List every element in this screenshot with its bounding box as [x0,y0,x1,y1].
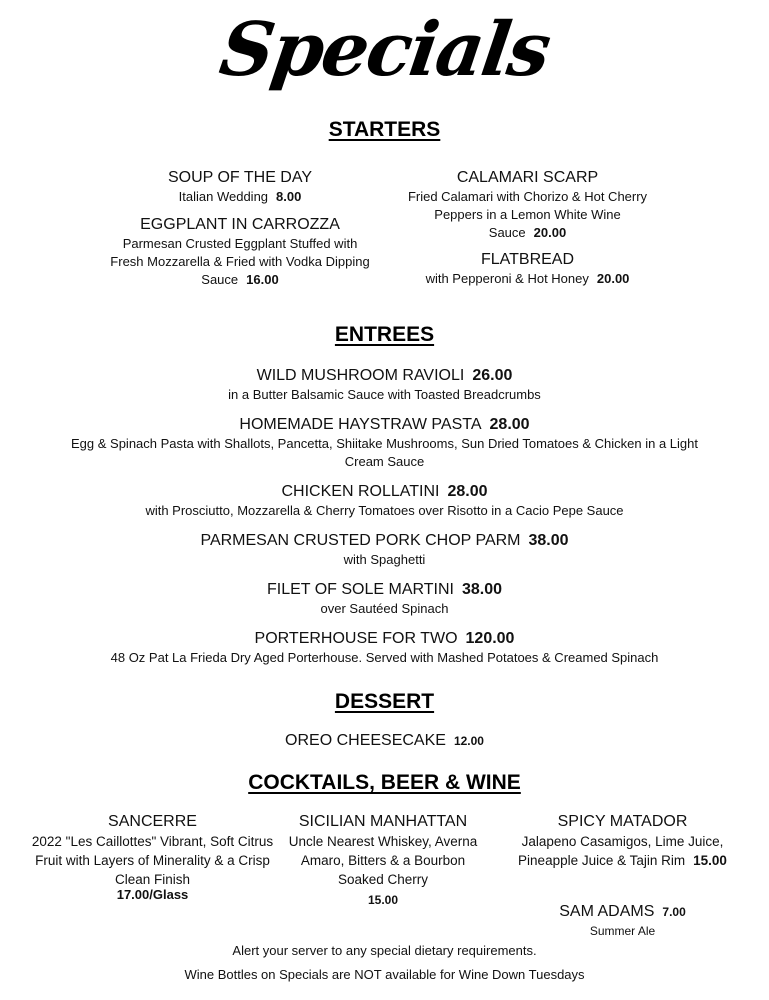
item-desc: with Spaghetti [343,552,426,567]
item-name: PARMESAN CRUSTED PORK CHOP PARM [200,532,521,549]
entree-item [0,580,769,618]
section-heading-dessert: DESSERT [334,690,435,713]
item-desc: Jalapeno Casamigos, Lime Juice, Pineapple Juice & Tajin Rim [518,834,724,868]
entree-item [0,629,769,667]
starter-item [385,250,670,288]
item-desc: with Prosciutto, Mozzarella & Cherry Tomatoes over Risotto in a Cacio Pepe Sauce [145,503,624,518]
section-heading-entrees: ENTREES [334,323,435,346]
item-desc: Italian Wedding [178,189,269,204]
item-name: HOMEMADE HAYSTRAW PASTA [239,416,482,433]
item-desc: Uncle Nearest Whiskey, Averna Amaro, Bitters & a Bourbon Soaked Cherry [288,834,478,887]
section-heading-starters: STARTERS [328,118,441,141]
section-heading-drinks: COCKTAILS, BEER & WINE [248,771,521,794]
drink-item [30,812,275,901]
item-price: 7.00 [662,905,686,919]
item-price: 26.00 [472,367,513,384]
item-name: CHICKEN ROLLATINI [281,483,440,500]
item-name: SICILIAN MANHATTAN [298,813,468,830]
item-price: 28.00 [447,483,488,500]
item-desc: Egg & Spinach Pasta with Shallots, Pancetta, Shiitake Mushrooms, Sun Dried Tomatoes & Chicken in a Light Cream Sauce [71,436,698,469]
item-price: 15.00 [693,853,727,868]
item-price: 20.00 [533,225,567,240]
item-price: 8.00 [276,189,302,204]
item-price: 16.00 [246,272,279,287]
item-desc: Summer Ale [589,924,656,938]
item-name: SAM ADAMS [559,903,655,920]
footer-wine-note: Wine Bottles on Specials are NOT available for Wine Down Tuesdays [184,967,585,982]
item-desc: 2022 "Les Caillottes" Vibrant, Soft Citrus Fruit with Layers of Minerality & a Crisp Clean Finish [31,834,274,887]
dessert-item [0,731,769,751]
entree-item [64,415,705,471]
item-price: 38.00 [461,581,503,598]
entree-item [0,531,769,569]
page-title: Specials [214,7,555,93]
item-desc: over Sautéed Spinach [320,601,449,616]
item-name: SPICY MATADOR [557,813,688,830]
entree-item [0,366,769,404]
item-price: 17.00/Glass [116,887,189,902]
drink-item [288,812,478,911]
item-desc: in a Butter Balsamic Sauce with Toasted Breadcrumbs [228,387,541,402]
starter-item [395,168,660,242]
item-price: 12.00 [453,734,484,748]
item-desc: Parmesan Crusted Eggplant Stuffed with Fresh Mozzarella & Fried with Vodka Dipping Sauce [110,236,370,287]
item-name: OREO CHEESECAKE [285,732,446,749]
item-name: WILD MUSHROOM RAVIOLI [256,367,465,384]
item-name: CALAMARI SCARP [456,169,599,186]
item-name: SOUP OF THE DAY [167,169,313,186]
entree-item [0,482,769,520]
item-desc: Fried Calamari with Chorizo & Hot Cherry Peppers in a Lemon White Wine Sauce [407,189,648,240]
item-desc: 48 Oz Pat La Frieda Dry Aged Porterhouse. Served with Mashed Potatoes & Creamed Spinach [110,650,659,665]
item-name: FILET OF SOLE MARTINI [266,581,454,598]
item-price: 120.00 [465,630,515,647]
item-price: 15.00 [367,893,399,907]
drink-item [520,902,725,940]
item-price: 28.00 [489,416,530,433]
item-name: SANCERRE [108,813,197,830]
item-price: 38.00 [528,532,569,549]
item-name: FLATBREAD [480,251,575,268]
footer-dietary-note: Alert your server to any special dietary requirements. [232,943,537,958]
item-desc: with Pepperoni & Hot Honey [425,271,589,286]
starter-item [105,215,375,289]
item-name: EGGPLANT IN CARROZZA [140,216,340,233]
drink-item [500,812,745,870]
item-price: 20.00 [596,271,630,286]
item-name: PORTERHOUSE FOR TWO [254,630,458,647]
starter-item [95,168,385,206]
